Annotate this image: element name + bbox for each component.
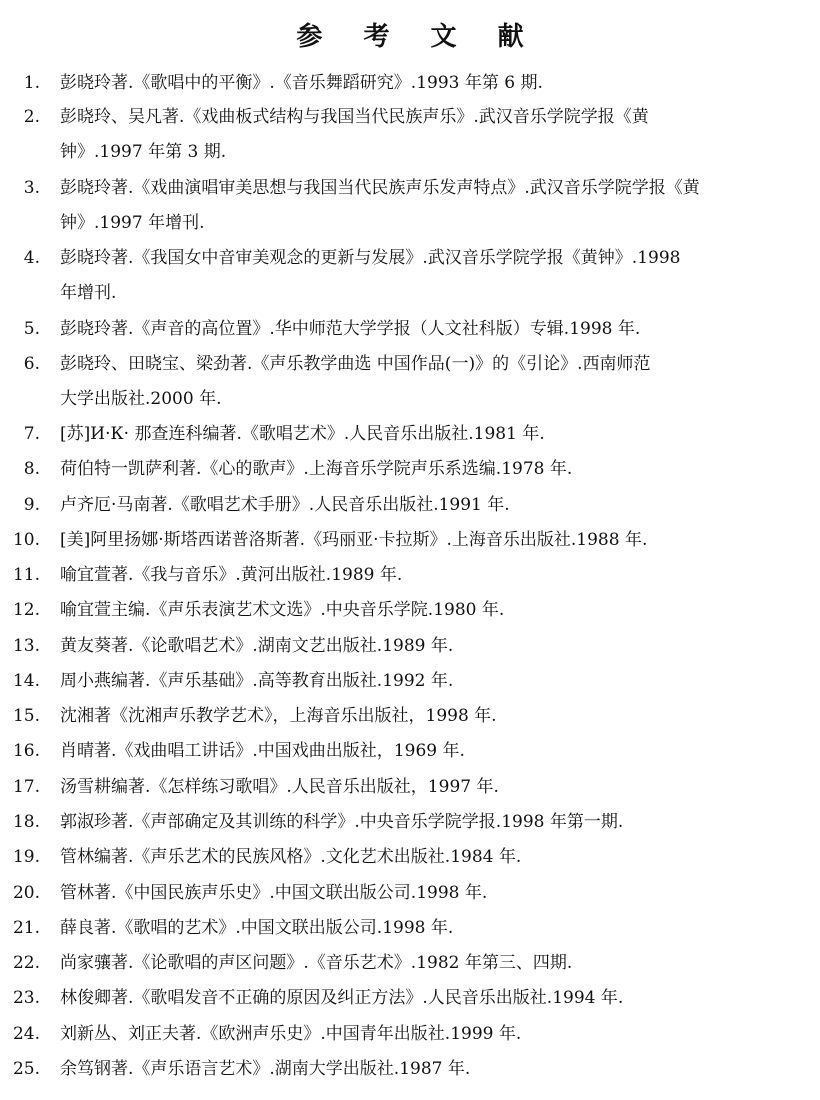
reference-number: 22. <box>12 953 40 973</box>
reference-text-line: 管林编著.《声乐艺术的民族风格》.文化艺术出版社.1984 年. <box>60 847 522 867</box>
reference-text-line: 余笃钢著.《声乐语言艺术》.湖南大学出版社.1987 年. <box>60 1059 471 1079</box>
reference-number: 5. <box>23 319 40 339</box>
reference-number: 7. <box>23 424 40 444</box>
reference-text-line: [苏]И·К· 那查连科编著.《歌唱艺术》.人民音乐出版社.1981 年. <box>60 424 545 444</box>
reference-number: 21. <box>12 918 40 938</box>
reference-text-line: 钟》.1997 年第 3 期. <box>60 142 227 162</box>
reference-number: 1. <box>23 73 40 93</box>
reference-number: 16. <box>12 741 40 761</box>
reference-text-line: 周小燕编著.《声乐基础》.高等教育出版社.1992 年. <box>60 671 454 691</box>
reference-text-line: 彭晓玲著.《歌唱中的平衡》.《音乐舞蹈研究》.1993 年第 6 期. <box>60 73 543 93</box>
reference-text-line: 彭晓玲、吴凡著.《戏曲板式结构与我国当代民族声乐》.武汉音乐学院学报《黄 <box>60 107 649 127</box>
reference-number: 23. <box>12 988 40 1008</box>
reference-text-line: 汤雪耕编著.《怎样练习歌唱》.人民音乐出版社，1997 年. <box>60 777 499 797</box>
reference-number: 25. <box>12 1059 40 1079</box>
reference-number: 8. <box>23 459 40 479</box>
reference-text-line: 刘新丛、刘正夫著.《欧洲声乐史》.中国青年出版社.1999 年. <box>60 1024 522 1044</box>
reference-text-line: 管林著.《中国民族声乐史》.中国文联出版公司.1998 年. <box>60 883 488 903</box>
reference-text-line: 卢齐厄·马南著.《歌唱艺术手册》.人民音乐出版社.1991 年. <box>60 495 510 515</box>
reference-text-line: [美]阿里扬娜·斯塔西诺普洛斯著.《玛丽亚·卡拉斯》.上海音乐出版社.1988 年. <box>60 530 648 550</box>
reference-number: 15. <box>12 706 40 726</box>
reference-number: 13. <box>12 636 40 656</box>
reference-number: 11. <box>12 565 40 585</box>
reference-number: 19. <box>12 847 40 867</box>
reference-number: 9. <box>23 495 40 515</box>
reference-number: 2. <box>23 107 40 127</box>
reference-text-line: 薛良著.《歌唱的艺术》.中国文联出版公司.1998 年. <box>60 918 454 938</box>
reference-text-line: 荷伯特一凯萨利著.《心的歌声》.上海音乐学院声乐系选编.1978 年. <box>60 459 573 479</box>
reference-number: 24. <box>12 1024 40 1044</box>
reference-text-line: 林俊卿著.《歌唱发音不正确的原因及纠正方法》.人民音乐出版社.1994 年. <box>60 988 624 1008</box>
reference-number: 12. <box>12 600 40 620</box>
reference-text-line: 郭淑珍著.《声部确定及其训练的科学》.中央音乐学院学报.1998 年第一期. <box>60 812 624 832</box>
reference-number: 20. <box>12 883 40 903</box>
reference-number: 6. <box>23 354 40 374</box>
reference-text-line: 彭晓玲著.《戏曲演唱审美思想与我国当代民族声乐发声特点》.武汉音乐学院学报《黄 <box>60 178 700 198</box>
page-title: 参 考 文 献 <box>296 22 540 52</box>
reference-number: 4. <box>23 248 40 268</box>
reference-number: 3. <box>23 178 40 198</box>
reference-text-line: 大学出版社.2000 年. <box>60 389 222 409</box>
reference-number: 18. <box>12 812 40 832</box>
reference-text-line: 彭晓玲、田晓宝、梁劲著.《声乐教学曲选 中国作品(一)》的《引论》.西南师范 <box>60 354 651 374</box>
reference-text-line: 尚家骧著.《论歌唱的声区问题》.《音乐艺术》.1982 年第三、四期. <box>60 953 573 973</box>
reference-text-line: 彭晓玲著.《我国女中音审美观念的更新与发展》.武汉音乐学院学报《黄钟》.1998 <box>60 248 681 268</box>
reference-number: 14. <box>12 671 40 691</box>
reference-number: 17. <box>12 777 40 797</box>
reference-text-line: 彭晓玲著.《声音的高位置》.华中师范大学学报（人文社科版）专辑.1998 年. <box>60 319 641 339</box>
reference-text-line: 年增刊. <box>60 283 117 303</box>
reference-text-line: 喻宜萱著.《我与音乐》.黄河出版社.1989 年. <box>60 565 403 585</box>
reference-text-line: 喻宜萱主编.《声乐表演艺术文选》.中央音乐学院.1980 年. <box>60 600 505 620</box>
reference-text-line: 肖晴著.《戏曲唱工讲话》.中国戏曲出版社，1969 年. <box>60 741 465 761</box>
reference-text-line: 沈湘著《沈湘声乐教学艺术》，上海音乐出版社，1998 年. <box>60 706 497 726</box>
reference-text-line: 钟》.1997 年增刊. <box>60 213 205 233</box>
reference-text-line: 黄友葵著.《论歌唱艺术》.湖南文艺出版社.1989 年. <box>60 636 454 656</box>
reference-number: 10. <box>12 530 40 550</box>
